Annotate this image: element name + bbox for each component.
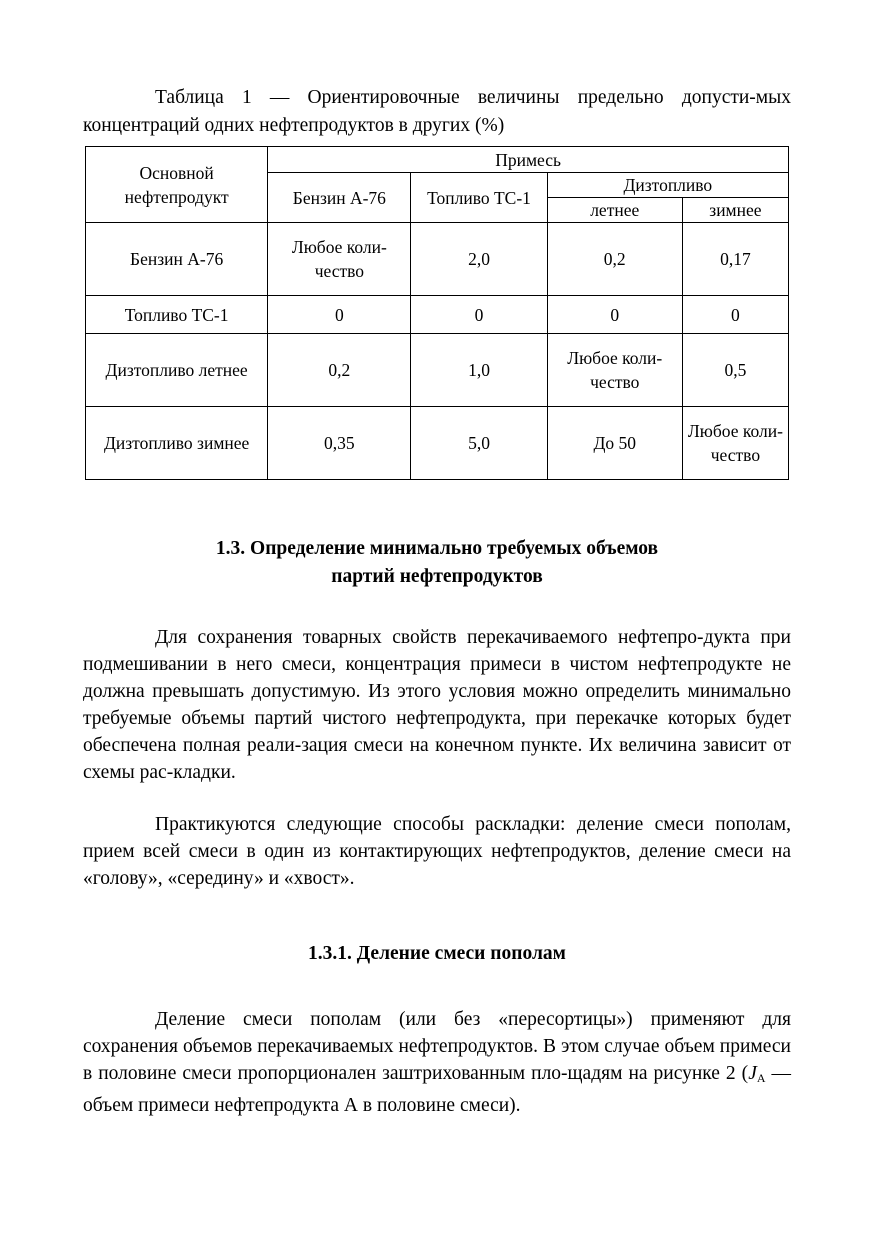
variable-subscript: A	[756, 1071, 766, 1085]
paragraph-text: Деление смеси пополам (или без «пересортицы») применяют для сохранения объемов перекачиваемых нефтепродуктов. В этом случае объем примеси в половине смеси пропорционален заштрихованным пло-щадям на рисунке 2 (	[83, 1009, 791, 1084]
cell: 0,17	[682, 223, 788, 296]
cell: 5,0	[411, 407, 547, 480]
row-name: Дизтопливо зимнее	[86, 407, 268, 480]
cell: 0,5	[682, 334, 788, 407]
section-heading-line: 1.3. Определение минимально требуемых объемов	[215, 538, 659, 559]
header-dizel-summer: летнее	[547, 198, 682, 223]
row-name: Дизтопливо летнее	[86, 334, 268, 407]
header-dizel-winter: зимнее	[682, 198, 788, 223]
table-row	[86, 334, 789, 407]
cell: До 50	[547, 407, 682, 480]
table-row	[86, 407, 789, 480]
section-heading-line: партий нефтепродуктов	[331, 566, 543, 587]
concentration-table	[85, 146, 789, 480]
section-heading-1-3	[83, 535, 791, 591]
row-name: Бензин А-76	[86, 223, 268, 296]
cell: 1,0	[411, 334, 547, 407]
cell: Любое коли-чество	[547, 334, 682, 407]
header-dizel: Дизтопливо	[547, 173, 788, 198]
section-heading-1-3-1: 1.3.1. Деление смеси пополам	[308, 943, 566, 964]
cell: 0	[268, 296, 411, 334]
paragraph: Для сохранения товарных свойств перекачиваемого нефтепро-дукта при подмешивании в него смеси, концентрация примеси в чистом нефтепродукте не должна превышать допустимую. Из этого условия можно определить минимально требуемые объемы партий чистого нефтепродукта, при перекачке которых будет обеспечена полная реали-зация смеси на конечном пункте. Их величина зависит от схемы рас-кладки.	[83, 627, 791, 783]
header-toplivo: Топливо ТС-1	[411, 173, 547, 223]
cell: 0,2	[268, 334, 411, 407]
table-row	[86, 296, 789, 334]
header-base-product: Основной нефтепродукт	[86, 147, 268, 223]
paragraph: Практикуются следующие способы раскладки: деление смеси пополам, прием всей смеси в один из контактирующих нефтепродуктов, деление смеси на «голову», «середину» и «хвост».	[83, 814, 791, 889]
paragraph	[83, 1006, 791, 1119]
table-caption: Таблица 1 — Ориентировочные величины предельно допусти-мых концентраций одних нефтепродуктов в других (%)	[83, 87, 791, 136]
table-row	[86, 223, 789, 296]
cell: 0,2	[547, 223, 682, 296]
cell: 2,0	[411, 223, 547, 296]
cell: Любое коли-чество	[682, 407, 788, 480]
cell: 0	[682, 296, 788, 334]
cell: 0,35	[268, 407, 411, 480]
header-benzin: Бензин А-76	[268, 173, 411, 223]
cell: 0	[547, 296, 682, 334]
cell: 0	[411, 296, 547, 334]
header-impurity: Примесь	[268, 147, 789, 173]
cell: Любое коли-чество	[268, 223, 411, 296]
paragraph-text: — объем примеси нефтепродукта А в половине смеси).	[83, 1063, 792, 1116]
variable-j: J	[748, 1063, 757, 1084]
row-name: Топливо ТС-1	[86, 296, 268, 334]
